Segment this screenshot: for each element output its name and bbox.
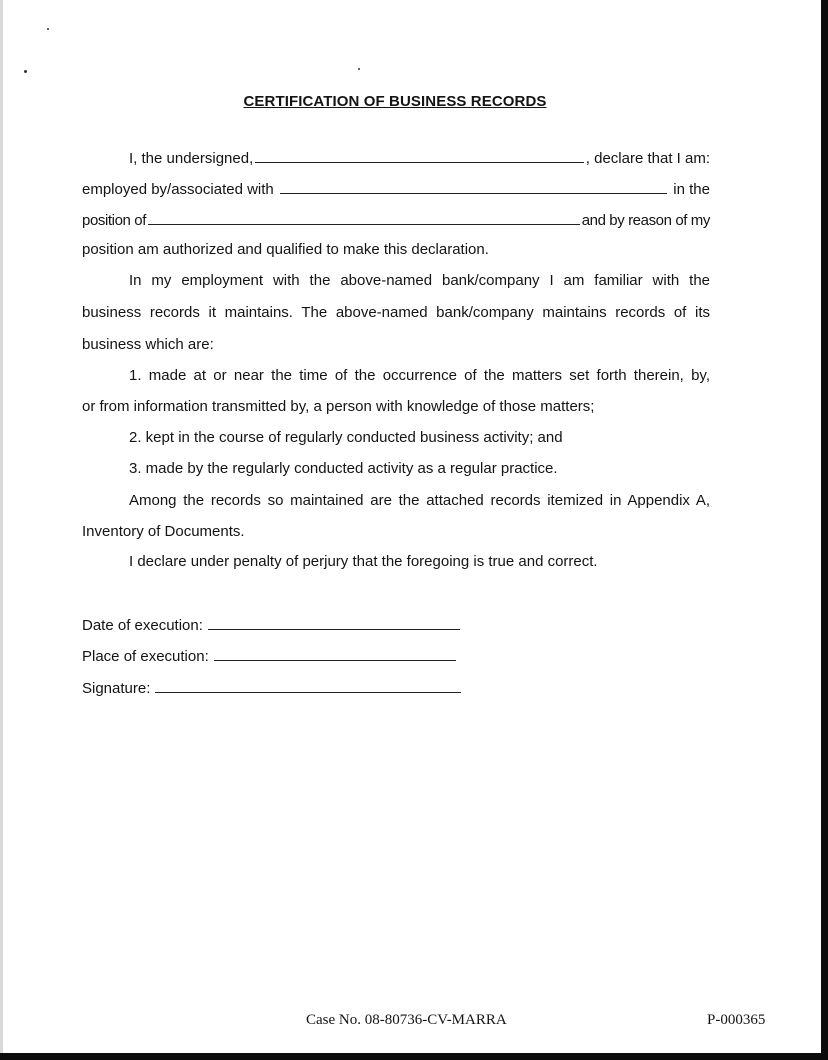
date-of-execution-label: Date of execution:: [82, 617, 203, 634]
list-item-1: 1. made at or near the time of the occurrence of the matters set forth therein, by,: [129, 367, 710, 384]
authorized-line: position am authorized and qualified to make this declaration.: [82, 241, 489, 258]
undersigned-line: [82, 146, 710, 168]
list-item-2: 2. kept in the course of regularly conducted business activity; and: [129, 429, 563, 446]
records-paragraph-line: Inventory of Documents.: [82, 523, 245, 540]
list-item-3: 3. made by the regularly conducted activity as a regular practice.: [129, 460, 558, 477]
employer-blank-field[interactable]: [280, 177, 668, 194]
list-item-1-continued: or from information transmitted by, a person with knowledge of those matters;: [82, 398, 595, 415]
place-of-execution-row: [82, 644, 456, 666]
case-number: Case No. 08-80736-CV-MARRA: [306, 1012, 507, 1028]
scan-right-border: [821, 0, 828, 1060]
signature-row: [82, 676, 461, 698]
bates-number: P-000365: [707, 1012, 766, 1028]
perjury-declaration: I declare under penalty of perjury that the foregoing is true and correct.: [129, 553, 598, 570]
date-of-execution-field[interactable]: [208, 613, 460, 630]
undersigned-label: I, the undersigned,: [129, 150, 254, 167]
place-of-execution-label: Place of execution:: [82, 648, 209, 665]
signature-label: Signature:: [82, 680, 151, 697]
date-of-execution-row: [82, 613, 460, 635]
page-title: CERTIFICATION OF BUSINESS RECORDS: [243, 93, 547, 110]
scan-speck: [24, 70, 27, 73]
employed-by-label: employed by/associated with: [82, 181, 274, 198]
in-the-label: in the: [673, 181, 710, 198]
employment-paragraph-line: business records it maintains. The above-named bank/company maintains records of its: [82, 304, 710, 321]
scan-speck: [358, 68, 360, 70]
place-of-execution-field[interactable]: [214, 644, 456, 661]
position-line: [82, 208, 710, 230]
scan-speck: [47, 28, 49, 30]
position-blank-field[interactable]: [148, 208, 580, 225]
employment-paragraph-line: In my employment with the above-named bank/company I am familiar with the: [129, 272, 710, 289]
by-reason-label: and by reason of my: [581, 212, 710, 229]
scan-left-edge: [0, 0, 3, 1060]
employment-paragraph-line: business which are:: [82, 336, 214, 353]
employer-line: [82, 177, 710, 199]
signature-field[interactable]: [155, 676, 461, 693]
scan-bottom-border: [0, 1053, 828, 1060]
name-blank-field[interactable]: [255, 146, 584, 163]
declare-label: , declare that I am:: [585, 150, 710, 167]
records-paragraph-line: Among the records so maintained are the attached records itemized in Appendix A,: [129, 492, 710, 509]
position-of-label: position of: [82, 212, 146, 229]
